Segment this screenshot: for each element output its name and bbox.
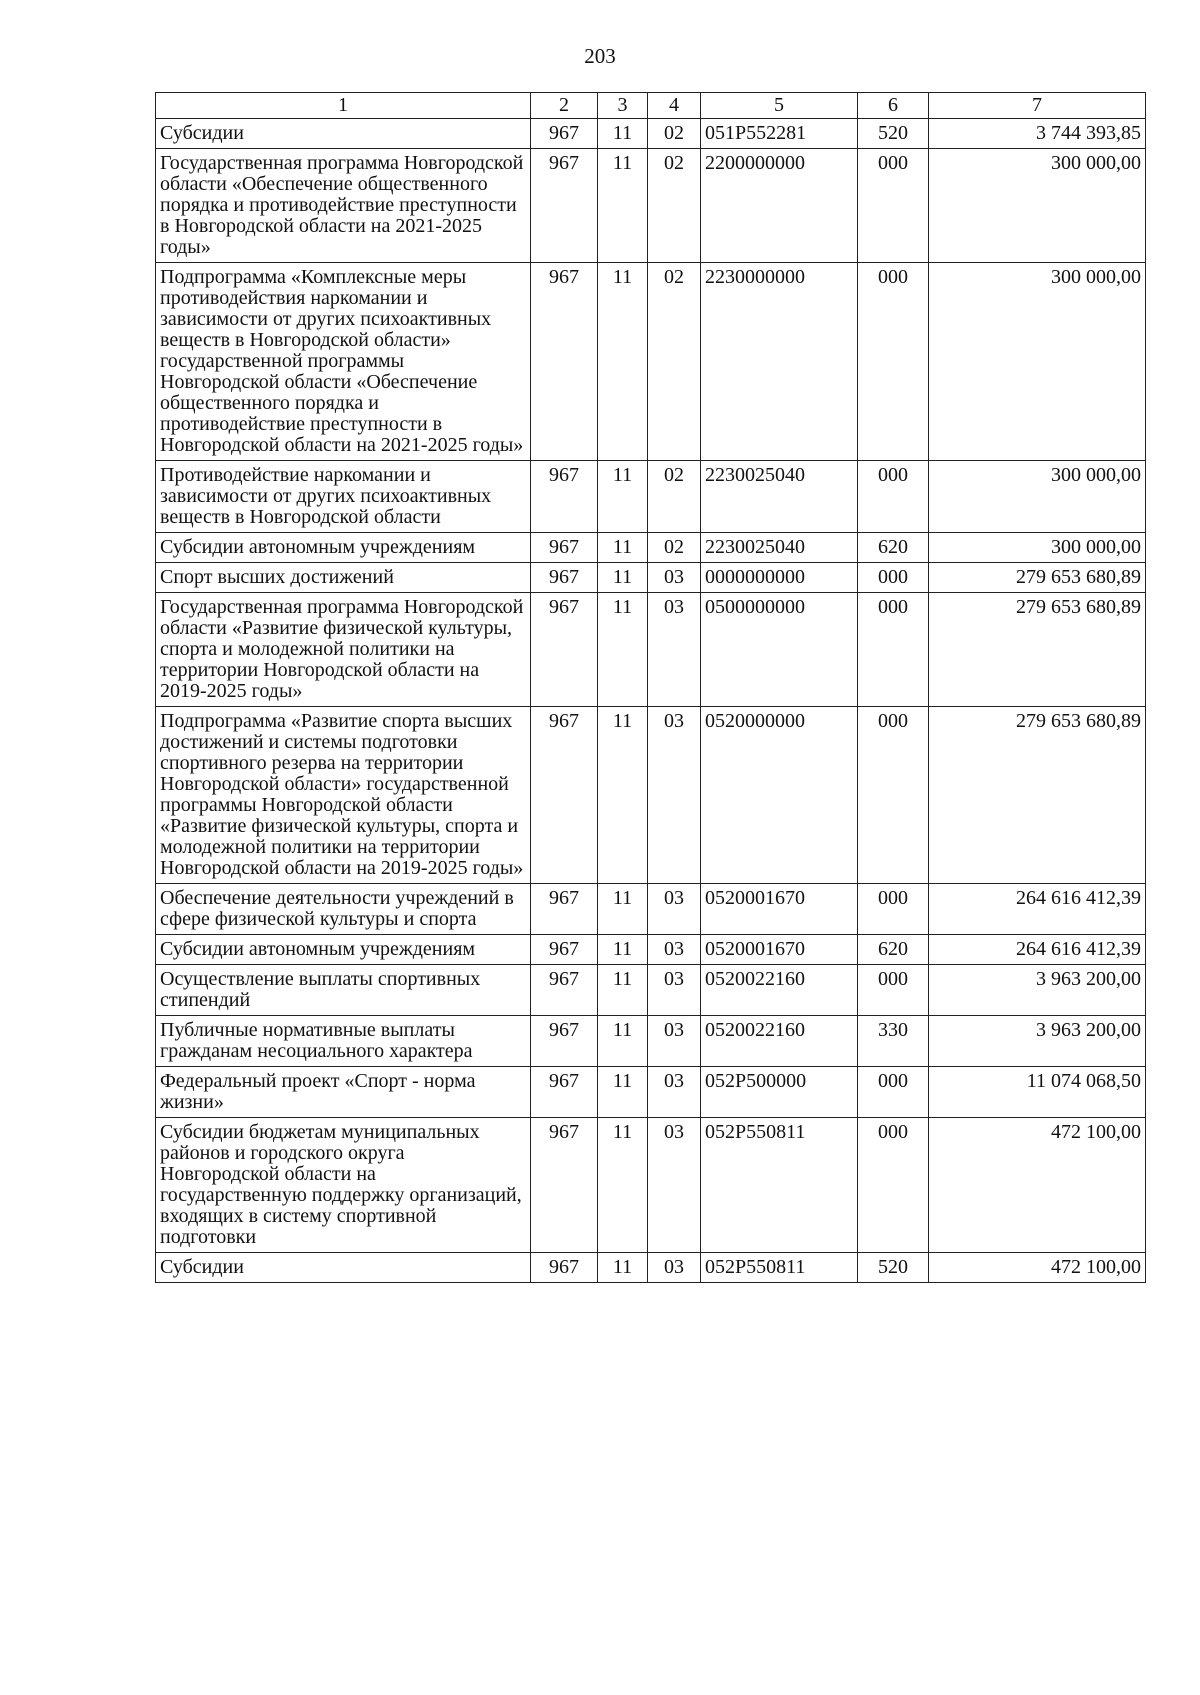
subsection-code-cell: 03 <box>648 563 701 593</box>
amount-cell: 3 963 200,00 <box>929 965 1146 1016</box>
amount-cell: 11 074 068,50 <box>929 1067 1146 1118</box>
section-code-cell: 11 <box>598 965 648 1016</box>
amount-cell: 300 000,00 <box>929 533 1146 563</box>
section-code-cell: 11 <box>598 263 648 461</box>
ministry-code-cell: 967 <box>531 149 598 263</box>
target-article-cell: 2200000000 <box>701 149 858 263</box>
section-code-cell: 11 <box>598 707 648 884</box>
ministry-code-cell: 967 <box>531 563 598 593</box>
section-code-cell: 11 <box>598 884 648 935</box>
target-article-cell: 052P550811 <box>701 1253 858 1283</box>
header-cell: 1 <box>156 93 531 119</box>
table-row <box>156 965 1146 1016</box>
amount-cell: 279 653 680,89 <box>929 563 1146 593</box>
header-cell: 2 <box>531 93 598 119</box>
ministry-code-cell: 967 <box>531 965 598 1016</box>
subsection-code-cell: 02 <box>648 263 701 461</box>
ministry-code-cell: 967 <box>531 461 598 533</box>
target-article-cell: 0500000000 <box>701 593 858 707</box>
section-code-cell: 11 <box>598 149 648 263</box>
item-name-cell: Подпрограмма «Развитие спорта высших достижений и системы подготовки спортивного резерва на территории Новгородской области» государственной программы Новгородской области «Развитие физической культуры, спорта и молодежной политики на территории Новгородской области на 2019-2025 годы» <box>156 707 531 884</box>
subsection-code-cell: 02 <box>648 461 701 533</box>
subsection-code-cell: 02 <box>648 119 701 149</box>
expense-type-cell: 000 <box>858 965 929 1016</box>
subsection-code-cell: 03 <box>648 1067 701 1118</box>
expense-type-cell: 620 <box>858 533 929 563</box>
expense-type-cell: 000 <box>858 461 929 533</box>
expense-type-cell: 520 <box>858 1253 929 1283</box>
item-name-cell: Публичные нормативные выплаты гражданам несоциального характера <box>156 1016 531 1067</box>
item-name-cell: Подпрограмма «Комплексные меры противодействия наркомании и зависимости от других психоактивных веществ в Новгородской области» государственной программы Новгородской области «Обеспечение общественного порядка и противодействие преступности в Новгородской области на 2021-2025 годы» <box>156 263 531 461</box>
table-row <box>156 1253 1146 1283</box>
subsection-code-cell: 03 <box>648 593 701 707</box>
expense-type-cell: 000 <box>858 593 929 707</box>
subsection-code-cell: 03 <box>648 1118 701 1253</box>
table-row <box>156 563 1146 593</box>
page-number: 203 <box>584 44 616 68</box>
budget-table <box>155 92 1146 1283</box>
table-row <box>156 263 1146 461</box>
ministry-code-cell: 967 <box>531 533 598 563</box>
ministry-code-cell: 967 <box>531 1016 598 1067</box>
ministry-code-cell: 967 <box>531 263 598 461</box>
amount-cell: 279 653 680,89 <box>929 707 1146 884</box>
subsection-code-cell: 02 <box>648 533 701 563</box>
expense-type-cell: 000 <box>858 149 929 263</box>
header-cell: 7 <box>929 93 1146 119</box>
expense-type-cell: 000 <box>858 1067 929 1118</box>
ministry-code-cell: 967 <box>531 1067 598 1118</box>
item-name-cell: Субсидии автономным учреждениям <box>156 935 531 965</box>
target-article-cell: 051P552281 <box>701 119 858 149</box>
subsection-code-cell: 03 <box>648 707 701 884</box>
header-cell: 4 <box>648 93 701 119</box>
ministry-code-cell: 967 <box>531 593 598 707</box>
item-name-cell: Субсидии <box>156 1253 531 1283</box>
amount-cell: 300 000,00 <box>929 461 1146 533</box>
subsection-code-cell: 03 <box>648 884 701 935</box>
table-header-row <box>156 93 1146 119</box>
subsection-code-cell: 03 <box>648 935 701 965</box>
expense-type-cell: 000 <box>858 707 929 884</box>
table-row <box>156 884 1146 935</box>
target-article-cell: 2230025040 <box>701 461 858 533</box>
target-article-cell: 0520001670 <box>701 884 858 935</box>
amount-cell: 264 616 412,39 <box>929 884 1146 935</box>
subsection-code-cell: 03 <box>648 1253 701 1283</box>
target-article-cell: 2230000000 <box>701 263 858 461</box>
ministry-code-cell: 967 <box>531 935 598 965</box>
item-name-cell: Обеспечение деятельности учреждений в сфере физической культуры и спорта <box>156 884 531 935</box>
item-name-cell: Осуществление выплаты спортивных стипендий <box>156 965 531 1016</box>
section-code-cell: 11 <box>598 1253 648 1283</box>
section-code-cell: 11 <box>598 563 648 593</box>
target-article-cell: 0520001670 <box>701 935 858 965</box>
item-name-cell: Федеральный проект «Спорт - норма жизни» <box>156 1067 531 1118</box>
section-code-cell: 11 <box>598 935 648 965</box>
expense-type-cell: 000 <box>858 263 929 461</box>
expense-type-cell: 520 <box>858 119 929 149</box>
table-row <box>156 119 1146 149</box>
ministry-code-cell: 967 <box>531 884 598 935</box>
header-cell: 6 <box>858 93 929 119</box>
target-article-cell: 2230025040 <box>701 533 858 563</box>
item-name-cell: Противодействие наркомании и зависимости от других психоактивных веществ в Новгородской области <box>156 461 531 533</box>
ministry-code-cell: 967 <box>531 1118 598 1253</box>
target-article-cell: 0520022160 <box>701 1016 858 1067</box>
section-code-cell: 11 <box>598 1016 648 1067</box>
target-article-cell: 052P550811 <box>701 1118 858 1253</box>
header-cell: 5 <box>701 93 858 119</box>
table-row <box>156 1118 1146 1253</box>
expense-type-cell: 620 <box>858 935 929 965</box>
section-code-cell: 11 <box>598 119 648 149</box>
item-name-cell: Государственная программа Новгородской области «Обеспечение общественного порядка и противодействие преступности в Новгородской области на 2021-2025 годы» <box>156 149 531 263</box>
expense-type-cell: 330 <box>858 1016 929 1067</box>
section-code-cell: 11 <box>598 593 648 707</box>
table-row <box>156 935 1146 965</box>
section-code-cell: 11 <box>598 461 648 533</box>
subsection-code-cell: 03 <box>648 965 701 1016</box>
item-name-cell: Государственная программа Новгородской области «Развитие физической культуры, спорта и молодежной политики на территории Новгородской области на 2019-2025 годы» <box>156 593 531 707</box>
target-article-cell: 0520000000 <box>701 707 858 884</box>
table-row <box>156 707 1146 884</box>
target-article-cell: 0000000000 <box>701 563 858 593</box>
expense-type-cell: 000 <box>858 563 929 593</box>
header-cell: 3 <box>598 93 648 119</box>
section-code-cell: 11 <box>598 533 648 563</box>
ministry-code-cell: 967 <box>531 707 598 884</box>
amount-cell: 3 963 200,00 <box>929 1016 1146 1067</box>
item-name-cell: Субсидии <box>156 119 531 149</box>
amount-cell: 3 744 393,85 <box>929 119 1146 149</box>
ministry-code-cell: 967 <box>531 1253 598 1283</box>
table-row <box>156 533 1146 563</box>
amount-cell: 472 100,00 <box>929 1118 1146 1253</box>
expense-type-cell: 000 <box>858 884 929 935</box>
expense-type-cell: 000 <box>858 1118 929 1253</box>
item-name-cell: Субсидии бюджетам муниципальных районов и городского округа Новгородской области на государственную поддержку организаций, входящих в систему спортивной подготовки <box>156 1118 531 1253</box>
amount-cell: 279 653 680,89 <box>929 593 1146 707</box>
table-row <box>156 461 1146 533</box>
target-article-cell: 052P500000 <box>701 1067 858 1118</box>
table-row <box>156 149 1146 263</box>
section-code-cell: 11 <box>598 1067 648 1118</box>
amount-cell: 472 100,00 <box>929 1253 1146 1283</box>
table-row <box>156 1067 1146 1118</box>
table-row <box>156 593 1146 707</box>
table-row <box>156 1016 1146 1067</box>
ministry-code-cell: 967 <box>531 119 598 149</box>
item-name-cell: Субсидии автономным учреждениям <box>156 533 531 563</box>
target-article-cell: 0520022160 <box>701 965 858 1016</box>
subsection-code-cell: 03 <box>648 1016 701 1067</box>
amount-cell: 300 000,00 <box>929 263 1146 461</box>
subsection-code-cell: 02 <box>648 149 701 263</box>
item-name-cell: Спорт высших достижений <box>156 563 531 593</box>
amount-cell: 300 000,00 <box>929 149 1146 263</box>
amount-cell: 264 616 412,39 <box>929 935 1146 965</box>
section-code-cell: 11 <box>598 1118 648 1253</box>
